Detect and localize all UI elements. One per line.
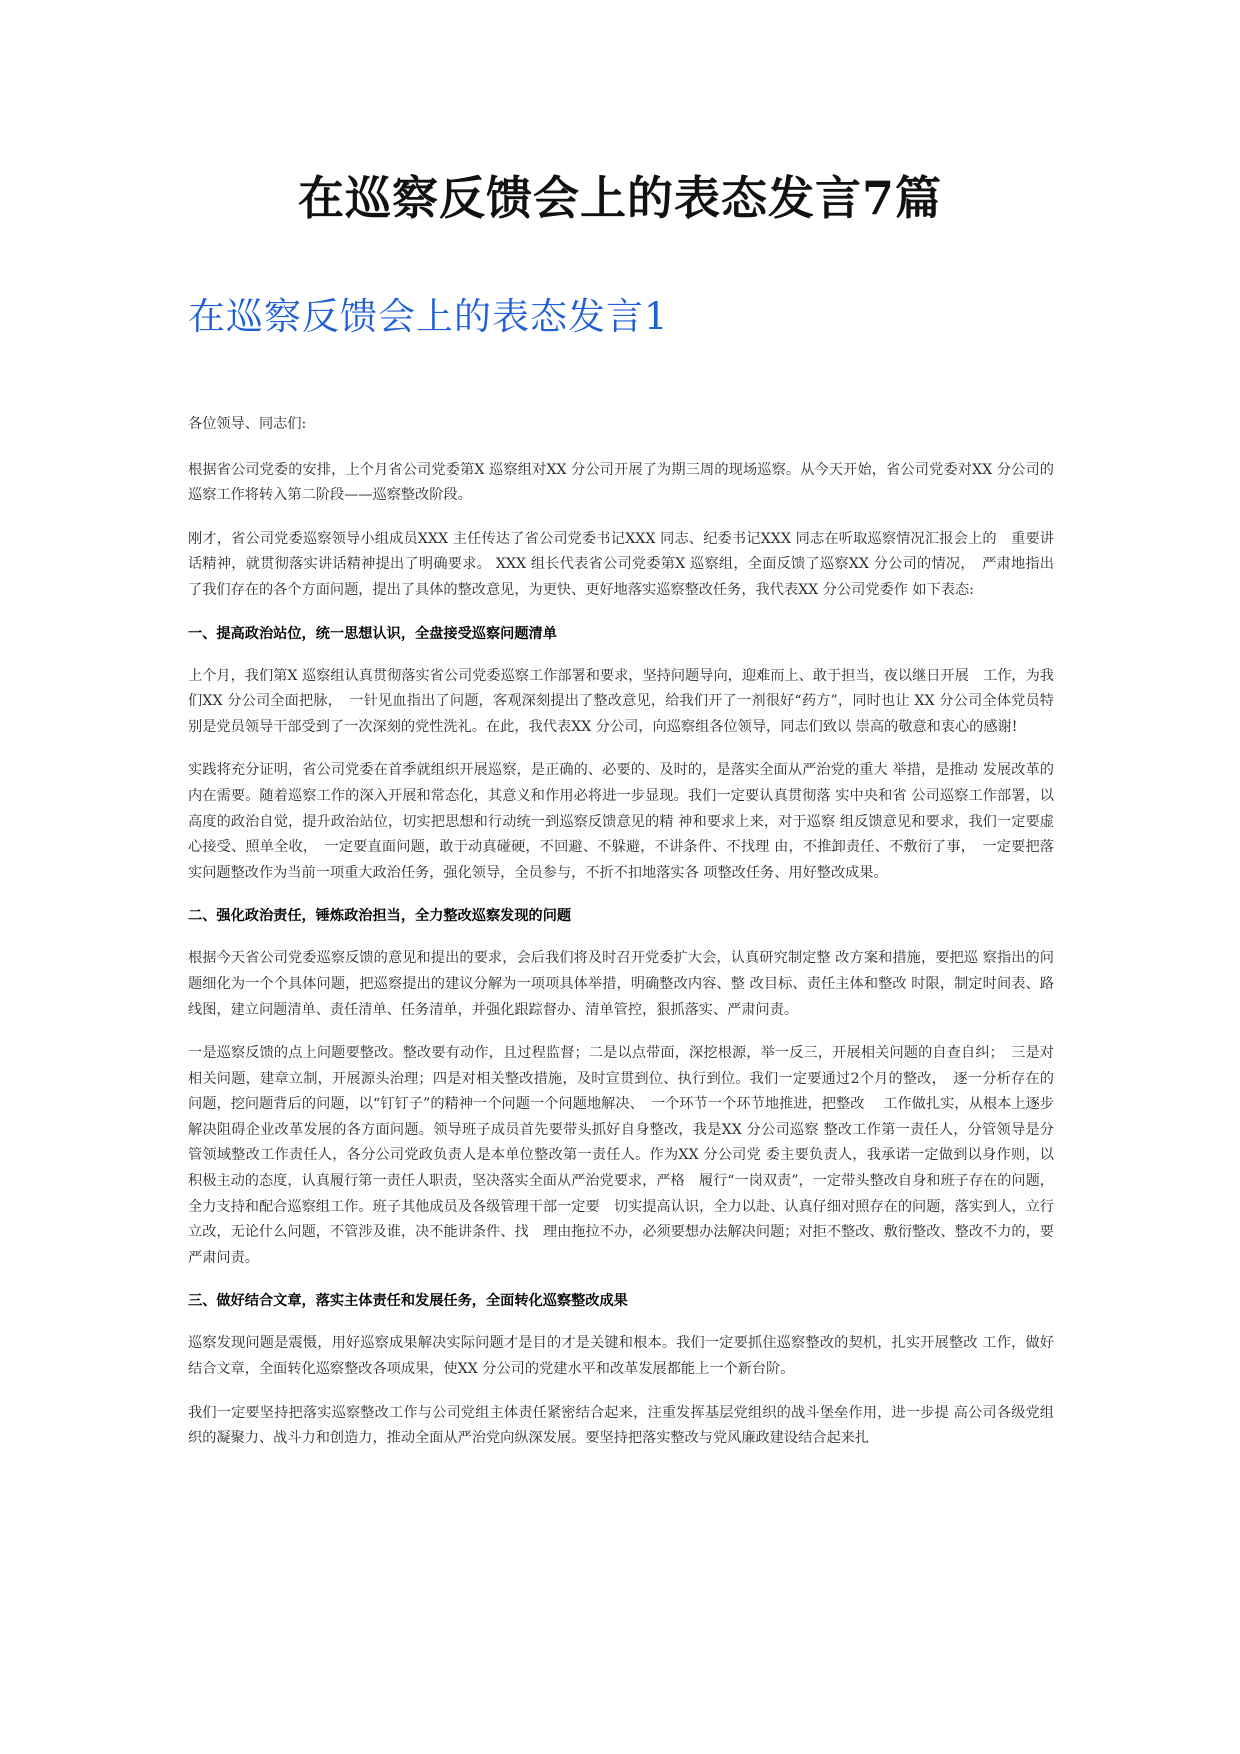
document-title: 在巡察反馈会上的表态发言7篇: [297, 171, 942, 225]
paragraph: 实践将充分证明，省公司党委在首季就组织开展巡察，是正确的、必要的、及时的，是落实全面从严治党的重大 举措，是推动 发展改革的内在需要。随着巡察工作的深入开展和常态化，其意义和作用必将进一步显现。我们一定要认真贯彻落 实中央和省 公司巡察工作部署，以高度的政治自觉，提升政治站位，切实把思想和行动统一到巡察反馈意见的精 神和要求上来，对于巡察 组反馈意见和要求，我们一定要虚心接受、照单全收， 一定要直面问题，敢于动真碰硬，不回避、不躲避，不讲条件、不找理 由，不推卸责任、不敷衍了事， 一定要把落实问题整改作为当前一项重大政治任务，强化领导，全员参与，不折不扣地落实各 项整改任务、用好整改成果。: [188, 762, 1054, 881]
paragraph: 巡察发现问题是震慑，用好巡察成果解决实际问题才是目的才是关键和根本。我们一定要抓住巡察整改的契机，扎实开展整改 工作，做好结合文章，全面转化巡察整改各项成果，使XX 分公司的党建水平和改革发展都能上一个新台阶。: [188, 1335, 1054, 1378]
heading-3: 三、做好结合文章，落实主体责任和发展任务，全面转化巡察整改成果: [188, 1293, 628, 1310]
paragraph: 我们一定要坚持把落实巡察整改工作与公司党组主体责任紧密结合起来，注重发挥基层党组织的战斗堡垒作用，进一步提 高公司各级党组织的凝聚力、战斗力和创造力，推动全面从严治党向纵深发展。要坚持把落实整改与党风廉政建设结合起来扎: [188, 1404, 1054, 1447]
heading-1: 一、提高政治站位，统一思想认识，全盘接受巡察问题清单: [188, 625, 557, 642]
section-title: 在巡察反馈会上的表态发言1: [188, 295, 669, 338]
paragraph: 一是巡察反馈的点上问题要整改。整改要有动作，且过程监督；二是以点带面，深挖根源，举一反三，开展相关问题的自查自纠； 三是对相关问题，建章立制，开展源头治理；四是对相关整改措施，及时宣贯到位、执行到位。我们一定要通过2个月的整改， 逐一分析存在的问题，挖问题背后的问题，以“钉钉子”的精神一个问题一个问题地解决、 一个环节一个环节地推进，把整改 工作做扎实，从根本上逐步解决阻碍企业改革发展的各方面问题。领导班子成员首先要带头抓好自身整改，我是XX 分公司巡察 整改工作第一责任人，分管领导是分管领域整改工作责任人，各分公司党政负责人是本单位整改第一责任人。作为XX 分公司党 委主要负责人，我承诺一定做到以身作则，以积极主动的态度，认真履行第一责任人职责，坚决落实全面从严治党要求，严格 履行“一岗双责”，一定带头整改自身和班子存在的问题，全力支持和配合巡察组工作。班子其他成员及各级管理干部一定要 切实提高认识，全力以赴、认真仔细对照存在的问题，落实到人，立行立改，无论什么问题，不管涉及谁，决不能讲条件、找 理由拖拉不办，必须要想办法解决问题；对拒不整改、敷衍整改、整改不力的，要严肃问责。: [188, 1045, 1054, 1266]
heading-2: 二、强化政治责任，锤炼政治担当，全力整改巡察发现的问题: [188, 908, 572, 925]
paragraph: 根据省公司党委的安排，上个月省公司党委第X 巡察组对XX 分公司开展了为期三周的现场巡察。从今天开始，省公司党委对XX 分公司的巡察工作将转入第二阶段——巡察整改阶段。: [188, 461, 1054, 504]
greeting: 各位领导、同志们:: [188, 416, 307, 432]
document-body: [188, 412, 1054, 1470]
paragraph: 根据今天省公司党委巡察反馈的意见和提出的要求，会后我们将及时召开党委扩大会，认真研究制定整 改方案和措施，要把巡 察指出的问题细化为一个个具体问题，把巡察提出的建议分解为一项项具体举措，明确整改内容、整 改目标、责任主体和整改 时限，制定时间表、路线图，建立问题清单、责任清单、任务清单，并强化跟踪督办、清单管控，狠抓落实、严肃问责。: [188, 950, 1054, 1018]
paragraph: 上个月，我们第X 巡察组认真贯彻落实省公司党委巡察工作部署和要求，坚持问题导向，迎难而上、敢于担当，夜以继日开展 工作，为我们XX 分公司全面把脉， 一针见血指出了问题，客观深刻提出了整改意见，给我们开了一剂很好“药方”，同时也让 XX 分公司全体党员特别是党员领导干部受到了一次深刻的党性洗礼。在此，我代表XX 分公司，向巡察组各位领导，同志们致以 崇高的敬意和衷心的感谢!: [188, 667, 1054, 735]
paragraph: 刚才，省公司党委巡察领导小组成员XXX 主任传达了省公司党委书记XXX 同志、纪委书记XXX 同志在听取巡察情况汇报会上的 重要讲话精神，就贯彻落实讲话精神提出了明确要求。 XXX 组长代表省公司党委第X 巡察组，全面反馈了巡察XX 分公司的情况， 严肃地指出了我们存在的各个方面问题，提出了具体的整改意见，为更快、更好地落实巡察整改任务，我代表XX 分公司党委作 如下表态:: [188, 530, 1054, 598]
